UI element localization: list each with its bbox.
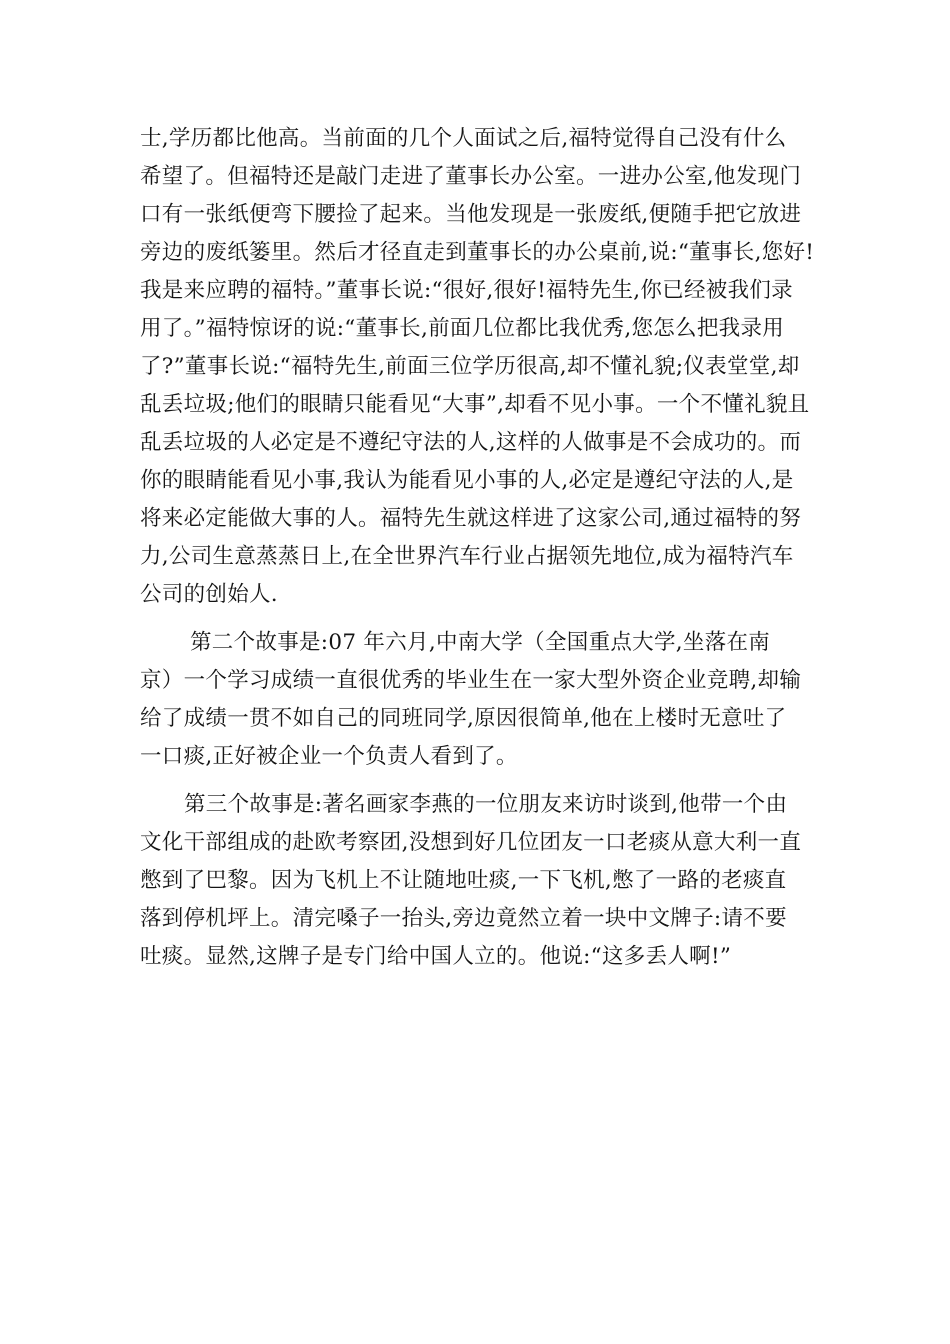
text-line: 旁边的废纸篓里。然后才径直走到董事长的办公桌前,说:“董事长,您好! (140, 240, 815, 265)
text-line: 吐痰。显然,这牌子是专门给中国人立的。他说:“这多丢人啊!” (140, 944, 732, 969)
text-line: 了?”董事长说:“福特先生,前面三位学历很高,却不懂礼貌;仪表堂堂,却 (140, 354, 800, 379)
text-line: 你的眼睛能看见小事,我认为能看见小事的人,必定是遵纪守法的人,是 (140, 468, 794, 493)
text-line: 乱丢垃圾的人必定是不遵纪守法的人,这样的人做事是不会成功的。而 (140, 430, 802, 455)
text-line: 我是来应聘的福特。”董事长说:“很好,很好!福特先生,你已经被我们录 (140, 278, 793, 303)
text-line: 第三个故事是:著名画家李燕的一位朋友来访时谈到,他带一个由 (184, 792, 788, 817)
text-line: 用了。”福特惊讶的说:“董事长,前面几位都比我优秀,您怎么把我录用 (140, 316, 785, 341)
paragraph-spacer (140, 614, 830, 624)
text-line: 希望了。但福特还是敲门走进了董事长办公室。一进办公室,他发现门 (140, 164, 802, 189)
text-line: 京）一个学习成绩一直很优秀的毕业生在一家大型外资企业竞聘,却输 (140, 668, 802, 693)
text-line: 将来必定能做大事的人。福特先生就这样进了这家公司,通过福特的努 (140, 506, 802, 531)
paragraph-ford-story (140, 120, 830, 614)
text-line: 第二个故事是:07 年六月,中南大学（全国重点大学,坐落在南 (190, 630, 771, 655)
text-line: 口有一张纸便弯下腰捡了起来。当他发现是一张废纸,便随手把它放进 (140, 202, 802, 227)
text-line: 落到停机坪上。清完嗓子一抬头,旁边竟然立着一块中文牌子:请不要 (140, 906, 787, 931)
text-line: 憋到了巴黎。因为飞机上不让随地吐痰,一下飞机,憋了一路的老痰直 (140, 868, 787, 893)
paragraph-third-story (140, 786, 830, 976)
text-line: 公司的创始人. (140, 582, 278, 607)
text-line: 一口痰,正好被企业一个负责人看到了。 (140, 744, 518, 769)
text-line: 给了成绩一贯不如自己的同班同学,原因很简单,他在上楼时无意吐了 (140, 706, 787, 731)
text-line: 士,学历都比他高。当前面的几个人面试之后,福特觉得自己没有什么 (140, 126, 787, 151)
text-line: 力,公司生意蒸蒸日上,在全世界汽车行业占据领先地位,成为福特汽车 (140, 544, 794, 569)
text-line: 文化干部组成的赴欧考察团,没想到好几位团友一口老痰从意大利一直 (140, 830, 802, 855)
document-body (140, 120, 830, 976)
paragraph-spacer (140, 776, 830, 786)
text-line: 乱丢垃圾;他们的眼睛只能看见“大事”,却看不见小事。一个不懂礼貌且 (140, 392, 810, 417)
paragraph-second-story (140, 624, 830, 776)
